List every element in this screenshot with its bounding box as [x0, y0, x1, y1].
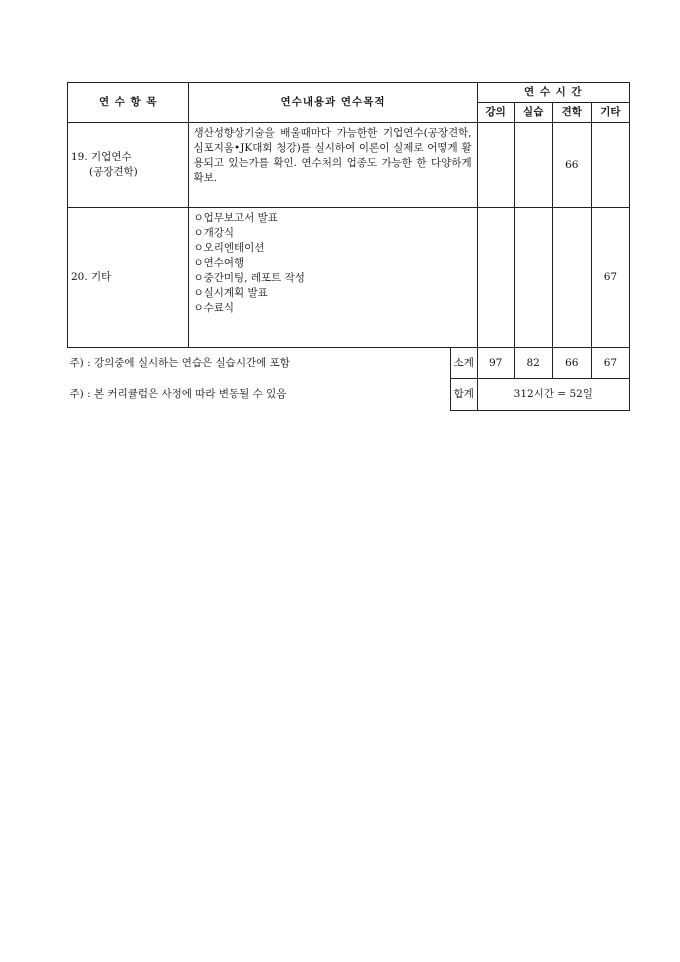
note-2: 주) : 본 커리큘럼은 사정에 따라 변동될 수 있음 [69, 388, 287, 400]
row-lecture [477, 123, 514, 208]
header-practice: 실습 [514, 103, 552, 123]
list-item: ㅇ오리엔테이션 [193, 242, 265, 254]
subtotal-other: 67 [591, 348, 629, 379]
subtotal-practice: 82 [514, 348, 552, 379]
row-lecture [477, 208, 514, 348]
curriculum-table [67, 82, 630, 411]
header-content: 연수내용과 연수목적 [189, 83, 477, 123]
list-item: ㅇ연수여행 [193, 257, 245, 269]
total-label: 합계 [450, 379, 477, 411]
row-other [591, 123, 629, 208]
row-tour: 66 [552, 123, 591, 208]
list-item: ㅇ수료식 [193, 302, 235, 314]
header-tour: 견학 [552, 103, 591, 123]
list-item: ㅇ중간미팅, 레포트 작성 [193, 272, 305, 284]
subtotal-lecture: 97 [477, 348, 514, 379]
table-row [68, 123, 630, 208]
header-lecture: 강의 [477, 103, 514, 123]
row-item [68, 123, 189, 208]
row-item-line1: 19. 기업연수 [71, 151, 132, 163]
row-content: 생산성향상기술을 배울때마다 가능한한 기업연수(공장견학, 심포지움•JK대회 청강)를 실시하여 이론이 실제로 어떻게 활용되고 있는가를 확인. 연수처의 업종도 가능한 한 다양하게 확보. [189, 123, 477, 208]
row-other: 67 [591, 208, 629, 348]
total-row [68, 379, 630, 411]
list-item: ㅇ개강식 [193, 227, 235, 239]
row-practice [514, 123, 552, 208]
note-1: 주) : 강의중에 실시하는 연습은 실습시간에 포함 [68, 348, 451, 379]
list-item: ㅇ업무보고서 발표 [193, 212, 278, 224]
header-item: 연 수 항 목 [68, 83, 189, 123]
subtotal-label: 소계 [450, 348, 477, 379]
row-tour [552, 208, 591, 348]
subtotal-row [68, 348, 630, 379]
row-practice [514, 208, 552, 348]
subtotal-tour: 66 [552, 348, 591, 379]
table-row [68, 208, 630, 348]
header-hours: 연 수 시 간 [477, 83, 629, 103]
row-content [189, 208, 477, 348]
list-item: ㅇ실시계획 발표 [193, 287, 268, 299]
header-other: 기타 [591, 103, 629, 123]
row-item: 20. 기타 [68, 208, 189, 348]
row-item-line2: (공장견학) [89, 166, 138, 178]
total-value: 312시간 = 52일 [477, 379, 629, 411]
